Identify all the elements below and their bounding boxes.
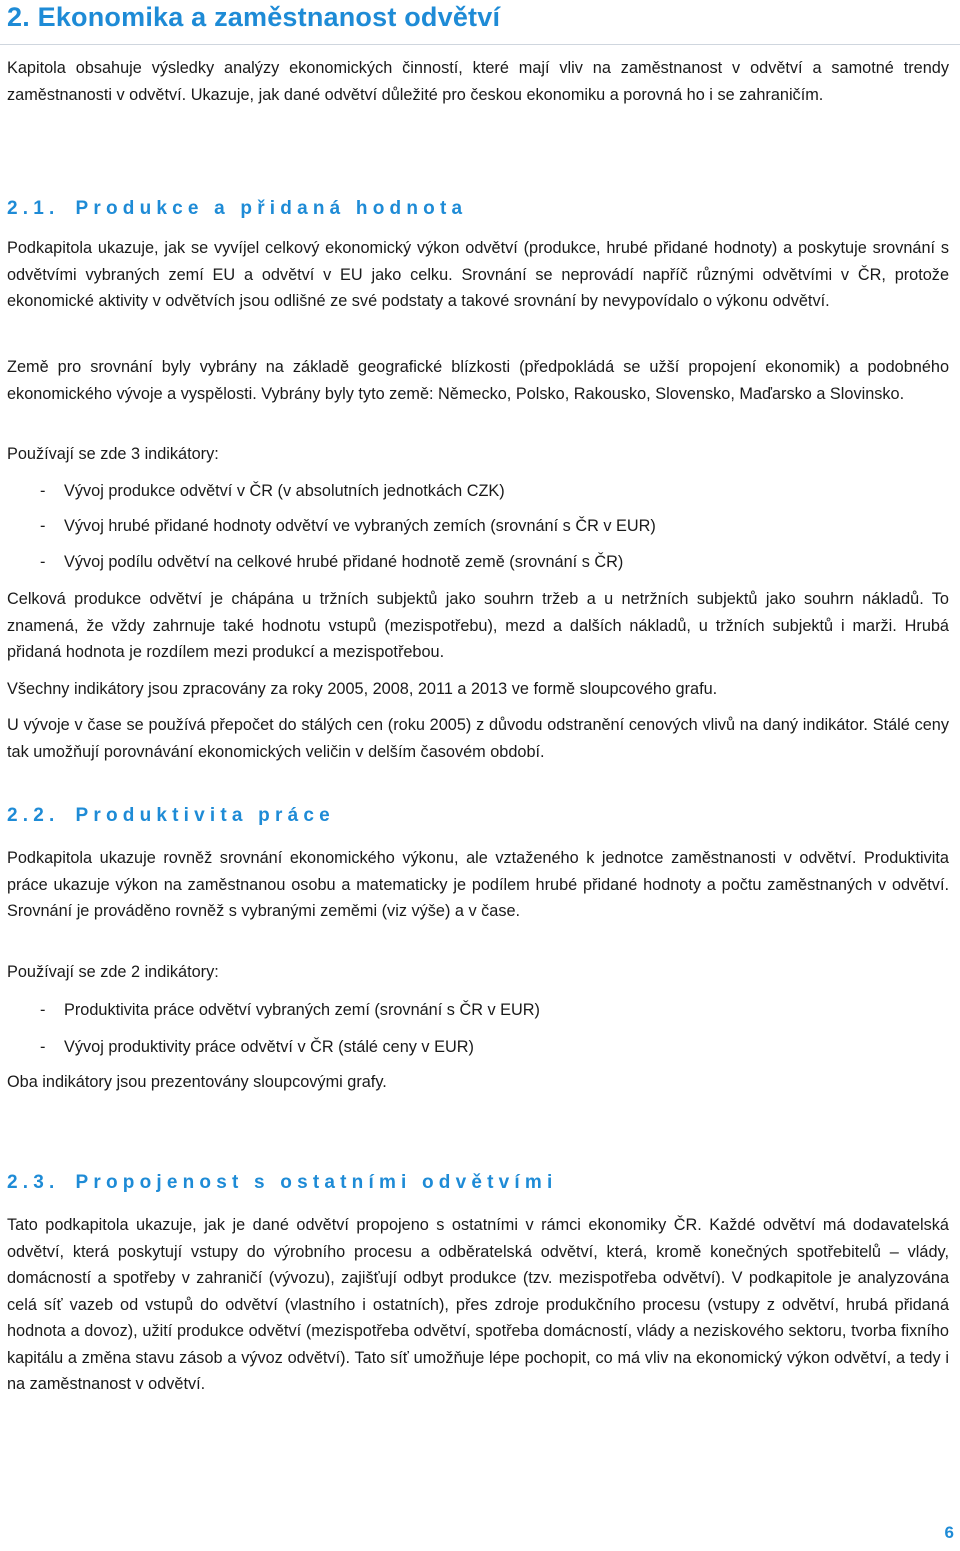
list-item (40, 513, 656, 539)
list-item-text: Vývoj produkce odvětví v ČR (v absolutních jednotkách CZK) (64, 482, 505, 500)
section-heading-2-3 (7, 1172, 557, 1194)
section-2-2-paragraph-1: Podkapitola ukazuje rovněž srovnání ekonomického výkonu, ale vztaženého k jednotce zaměstnanosti v odvětví. Produktivita práce ukazuje výkon na zaměstnanou osobu a matematicky je podílem hrubé přidané hodnoty a počtu zaměstnaných v odvětví. Srovnání je prováděno rovněž s vybranými zeměmi (viz výše) a v čase. (7, 849, 949, 920)
list-dash: - (40, 553, 46, 571)
list-item (40, 997, 540, 1023)
list-dash: - (40, 482, 46, 500)
section-2-1-paragraph-4: Celková produkce odvětví je chápána u tržních subjektů jako souhrn tržeb a u netržních subjektů jako souhrn nákladů. To znamená, že vždy zahrnuje také hodnotu vstupů (mezispotřebu), mezd a dalších nákladů, u tržních subjektů i marži. Hrubá přidaná hodnota je rozdílem mezi produkcí a mezispotřebou. (7, 590, 949, 661)
section-2-1-paragraph-6: U vývoje v čase se používá přepočet do stálých cen (roku 2005) z důvodu odstranění cenových vlivů na daný indikátor. Stálé ceny tak umožňují porovnávání ekonomických veličin v delším časovém období. (7, 716, 949, 761)
section-2-2-paragraph-3: Oba indikátory jsou prezentovány sloupcovými grafy. (7, 1073, 387, 1091)
list-dash: - (40, 1001, 46, 1019)
section-number: 2.1. (7, 198, 60, 219)
section-number: 2.3. (7, 1172, 60, 1193)
section-2-1-paragraph-3: Používají se zde 3 indikátory: (7, 445, 219, 463)
list-dash: - (40, 517, 46, 535)
list-item-text: Vývoj hrubé přidané hodnoty odvětví ve vybraných zemích (srovnání s ČR v EUR) (64, 517, 656, 535)
page-number: 6 (944, 1523, 954, 1542)
chapter-heading: 2. Ekonomika a zaměstnanost odvětví (7, 2, 501, 32)
list-item-text: Produktivita práce odvětví vybraných zemí (srovnání s ČR v EUR) (64, 1001, 540, 1019)
section-title: Propojenost s ostatními odvětvími (75, 1172, 558, 1193)
section-2-1-paragraph-5: Všechny indikátory jsou zpracovány za roky 2005, 2008, 2011 a 2013 ve formě sloupcového grafu. (7, 680, 718, 698)
list-item (40, 478, 505, 504)
section-heading-2-2 (7, 805, 335, 827)
list-item-text: Vývoj produktivity práce odvětví v ČR (stálé ceny v EUR) (64, 1038, 474, 1056)
heading-divider (0, 44, 960, 45)
section-title: Produkce a přidaná hodnota (75, 198, 468, 219)
section-2-1-paragraph-1: Podkapitola ukazuje, jak se vyvíjel celkový ekonomický výkon odvětví (produkce, hrubé přidané hodnoty) a poskytuje srovnání s odvětvími vybraných zemí EU a odvětví v EU jako celku. Srovnání se neprovádí napříč různými odvětvími v ČR, protože ekonomické aktivity v odvětvích jsou odlišné ze své podstaty a takové srovnání by nevypovídalo o výkonu odvětví. (7, 239, 949, 310)
list-item (40, 549, 623, 575)
section-2-1-paragraph-2: Země pro srovnání byly vybrány na základě geografické blízkosti (předpokládá se užší propojení ekonomik) a podobného ekonomického vývoje a vyspělosti. Vybrány byly tyto země: Německo, Polsko, Rakousko, Slovensko, Maďarsko a Slovinsko. (7, 358, 949, 403)
section-title: Produktivita práce (75, 805, 335, 826)
list-item-text: Vývoj podílu odvětví na celkové hrubé přidané hodnotě země (srovnání s ČR) (64, 553, 624, 571)
section-number: 2.2. (7, 805, 60, 826)
section-2-2-paragraph-2: Používají se zde 2 indikátory: (7, 963, 219, 981)
list-dash: - (40, 1038, 46, 1056)
intro-paragraph: Kapitola obsahuje výsledky analýzy ekonomických činností, které mají vliv na zaměstnanost v odvětví a samotné trendy zaměstnanosti v odvětví. Ukazuje, jak dané odvětví důležité pro českou ekonomiku a porovná ho i se zahraničím. (7, 59, 949, 104)
section-2-3-paragraph-1: Tato podkapitola ukazuje, jak je dané odvětví propojeno s ostatními v rámci ekonomiky ČR. Každé odvětví má dodavatelská odvětví, která poskytují vstupy do výrobního procesu a odběratelská odvětví, která, kromě konečných spotřebitelů – vlády, domácností a spotřeby v zahraničí (vývozu), zajišťují odbyt produkce (tzv. mezispotřeba odvětví). V podkapitole je analyzována celá síť vazeb od vstupů do odvětví (vlastního i ostatních), přes zdroje produkčního procesu (vstupy z odvětví, hrubá přidaná hodnota a dovoz), užití produkce odvětví (mezispotřeba odvětví, spotřeba domácností, vlády a neziskového sektoru, tvorba fixního kapitálu a změna stavu zásob a vývoz odvětví). Tato síť umožňuje lépe pochopit, co má vliv na ekonomický výkon odvětví, a tedy i na zaměstnanost v odvětví. (7, 1216, 949, 1393)
list-item (40, 1034, 474, 1060)
section-heading-2-1 (7, 198, 467, 220)
